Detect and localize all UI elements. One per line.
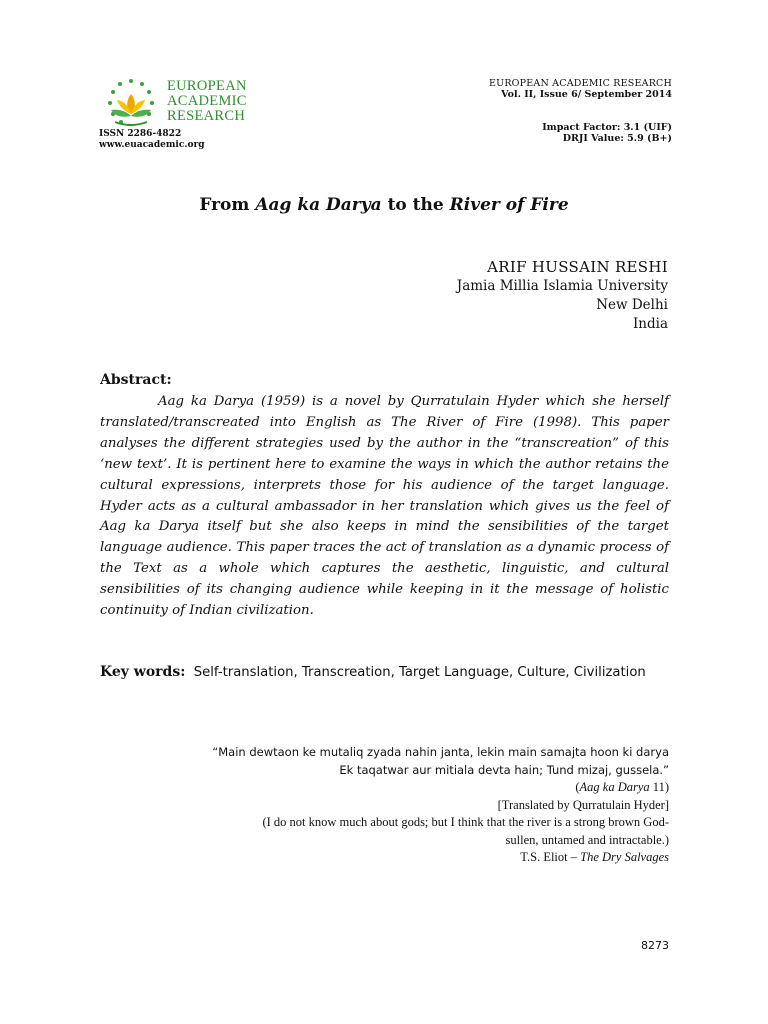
abstract-heading: Abstract: [100, 372, 172, 388]
author-block [457, 258, 668, 334]
website-link[interactable]: www.euacademic.org [99, 140, 205, 150]
author-affiliation: Jamia Millia Islamia University [456, 278, 668, 294]
logo-line-2: ACADEMIC [167, 93, 247, 109]
journal-name: EUROPEAN ACADEMIC RESEARCH [488, 78, 672, 89]
drji-value: DRJI Value: 5.9 (B+) [562, 133, 672, 144]
title-part-2: Aag ka Darya [255, 195, 382, 215]
epigraph-block [212, 744, 669, 867]
abstract-text: Aag ka Darya (1959) is a novel by Qurratulain Hyder which she herself translated/transcreated into English as The River of Fire (1998). This paper analyses the different strategies used by the author in the “transcreation” of this ‘new text’. It is pertinent here to examine the ways in which the author retains the cultural expressions, interprets those for his audience of the target language. Hyder acts as a cultural ambassador in her translation which gives us the feel of Aag ka Darya itself but she also keeps in mind the sensibilities of the target language audience. This paper traces the act of translation as a dynamic process of the Text as a whole which captures the aesthetic, linguistic, and cultural sensibilities of its changing audience while keeping in it the message of holistic continuity of Indian civilization. [100, 394, 669, 619]
journal-logo [97, 76, 267, 132]
lotus-with-stars-icon [97, 76, 165, 132]
logo-line-3: RESEARCH [167, 108, 246, 124]
epigraph-line-1: “Main dewtaon ke mutaliq zyada nahin janta, lekin main samajta hoon ki darya [212, 745, 669, 759]
logo-line-1: EUROPEAN [167, 78, 247, 94]
logo-wordmark [167, 79, 247, 124]
eliot-prefix: T.S. Eliot – [520, 850, 581, 864]
title-part-3: to the [381, 195, 450, 215]
author-city: New Delhi [596, 297, 668, 313]
page-number: 8273 [641, 939, 669, 952]
keywords-block [100, 662, 669, 683]
epigraph-line-4: sullen, untamed and intractable.) [505, 832, 669, 847]
epigraph-line-3: (I do not know much about gods; but I think that the river is a strong brown God- [262, 815, 669, 829]
eliot-title: The Dry Salvages [580, 850, 669, 864]
journal-metrics [542, 122, 672, 144]
citation-open: ( [575, 780, 580, 794]
epigraph-eliot [212, 849, 669, 867]
impact-factor: Impact Factor: 3.1 (UIF) [542, 122, 672, 133]
author-name: ARIF HUSSAIN RESHI [487, 258, 668, 276]
epigraph-line-2: Ek taqatwar aur mitiala devta hain; Tund mizaj, gussela.” [339, 762, 669, 777]
citation-rest: 11) [649, 780, 669, 794]
author-country: India [632, 316, 668, 332]
keywords-label: Key words: [100, 664, 186, 680]
epigraph-translator: [Translated by Qurratulain Hyder] [497, 797, 669, 812]
title-part-1: From [199, 195, 256, 215]
title-part-4: River of Fire [449, 195, 569, 215]
article-title [0, 195, 768, 215]
keywords-text: Self-translation, Transcreation, Target Language, Culture, Civilization [193, 665, 646, 680]
issn-block [99, 129, 205, 151]
epigraph-citation [212, 779, 669, 797]
citation-title: Aag ka Darya [579, 780, 650, 794]
issn-number: ISSN 2286-4822 [99, 129, 182, 139]
journal-header [489, 78, 672, 100]
journal-volume: Vol. II, Issue 6/ September 2014 [501, 89, 672, 100]
